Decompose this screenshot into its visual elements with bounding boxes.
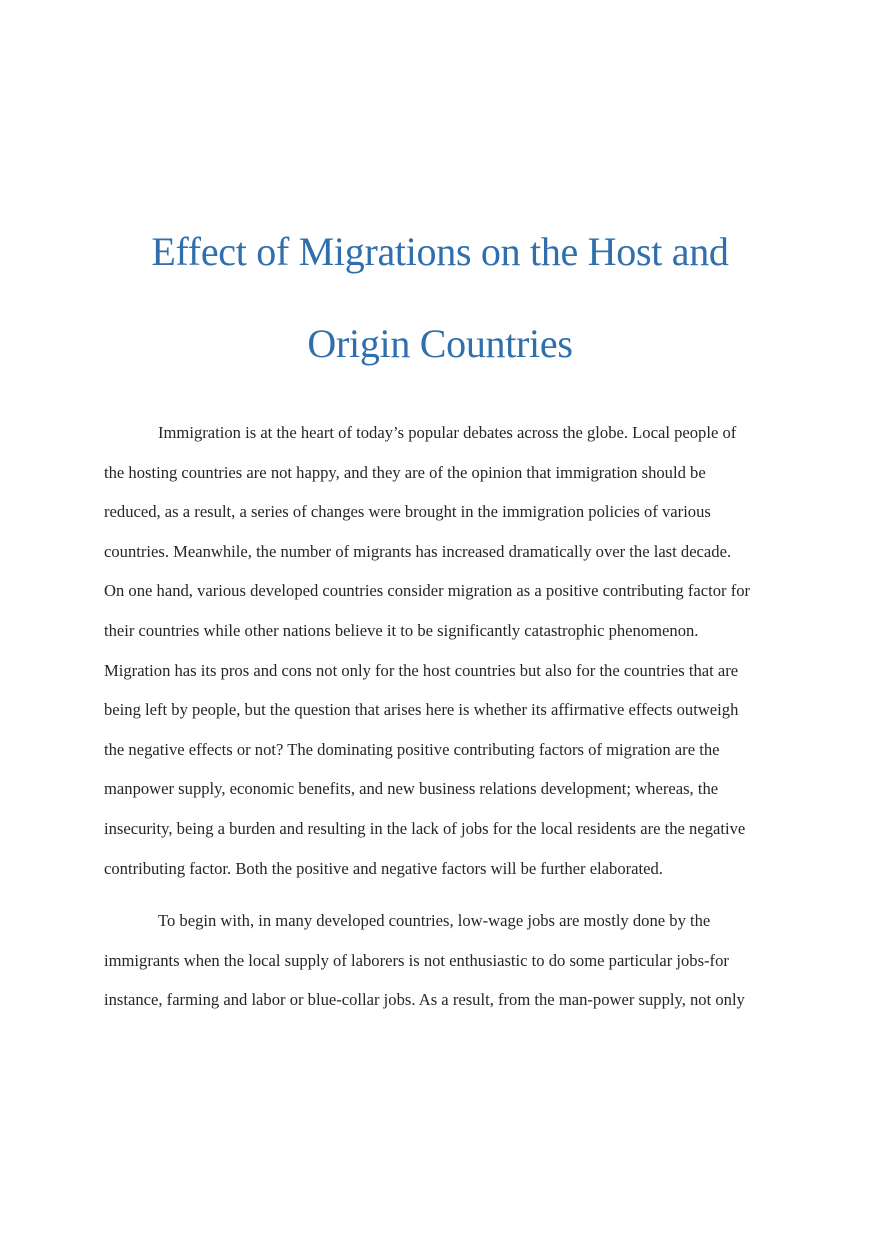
paragraph-2-line-2: immigrants when the local supply of laborers is not enthusiastic to do some particular jobs-for	[104, 950, 729, 970]
paragraph-1-line-4: countries. Meanwhile, the number of migrants has increased dramatically over the last decade.	[104, 541, 732, 561]
paragraph-2-line-3: instance, farming and labor or blue-collar jobs. As a result, from the man-power supply, not only	[104, 990, 745, 1010]
paragraph-1-line-12: contributing factor. Both the positive and negative factors will be further elaborated.	[104, 858, 663, 878]
paragraph-1-line-3: reduced, as a result, a series of changes were brought in the immigration policies of various	[104, 502, 711, 522]
document-title-line-1: Effect of Migrations on the Host and	[151, 229, 729, 274]
paragraph-1-line-11: insecurity, being a burden and resulting in the lack of jobs for the local residents are the negative	[104, 819, 746, 838]
paragraph-1-line-2: the hosting countries are not happy, and they are of the opinion that immigration should be	[104, 462, 706, 482]
paragraph-1-line-6: their countries while other nations believe it to be significantly catastrophic phenomenon.	[104, 621, 699, 640]
paragraph-1-line-1: Immigration is at the heart of today’s popular debates across the globe. Local people of	[158, 423, 737, 442]
document-title-line-2: Origin Countries	[307, 321, 573, 366]
paragraph-1-line-7: Migration has its pros and cons not only for the host countries but also for the countries that are	[104, 660, 739, 680]
paragraph-1-line-5: On one hand, various developed countries consider migration as a positive contributing factor for	[104, 581, 751, 601]
paragraph-1-line-9: the negative effects or not? The dominating positive contributing factors of migration are the	[104, 739, 720, 759]
paragraph-1-line-10: manpower supply, economic benefits, and new business relations development; whereas, the	[104, 779, 719, 799]
paragraph-2-line-1: To begin with, in many developed countries, low-wage jobs are mostly done by the	[158, 911, 711, 930]
paragraph-1-line-8: being left by people, but the question that arises here is whether its affirmative effects outweigh	[104, 700, 739, 720]
